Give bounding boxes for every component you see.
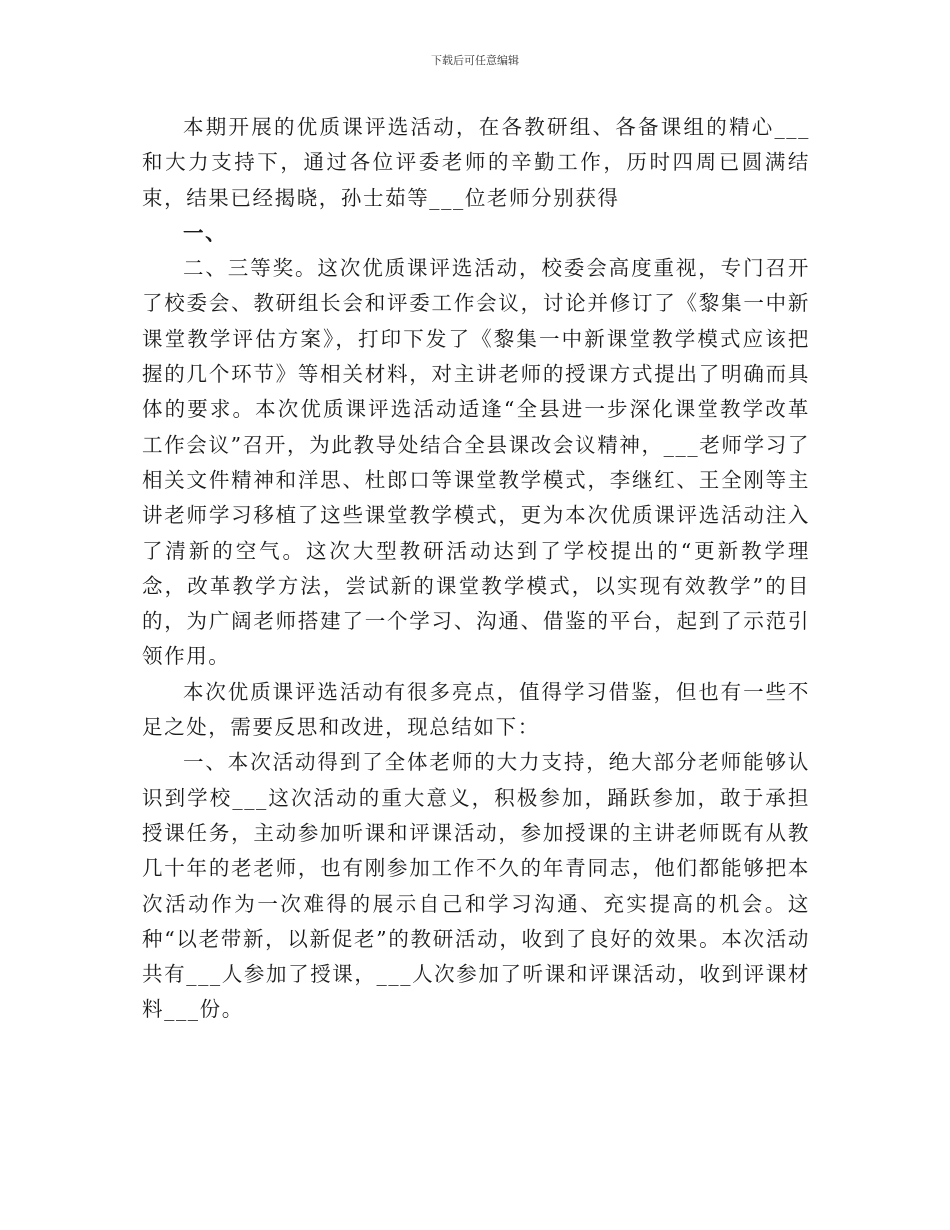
paragraph-point-one: 一、本次活动得到了全体老师的大力支持，绝大部分老师能够认识到学校___这次活动的重大意义，积极参加，踊跃参加，敢于承担授课任务，主动参加听课和评课活动，参加授课的主讲老师既有从教几十年的老老师，也有刚参加工作不久的年青同志，他们都能够把本次活动作为一次难得的展示自己和学习沟通、充实提高的机会。这种“以老带新，以新促老”的教研活动，收到了良好的效果。本次活动共有___人参加了授课，___人次参加了听课和评课活动，收到评课材料___份。 <box>142 750 810 1022</box>
paragraph-intro: 本期开展的优质课评选活动，在各教研组、各备课组的精心___和大力支持下，通过各位评委老师的辛勤工作，历时四周已圆满结束，结果已经揭晓，孙士茹等___位老师分别获得 <box>142 115 810 210</box>
page-header-note: 下载后可任意编辑 <box>431 54 519 67</box>
document-body <box>142 110 810 1028</box>
paragraph-summary-intro: 本次优质课评选活动有很多亮点，值得学习借鉴，但也有一些不足之处，需要反思和改进，现总结如下： <box>142 679 810 740</box>
paragraph-awards: 二、三等奖。这次优质课评选活动，校委会高度重视，专门召开了校委会、教研组长会和评委工作会议，讨论并修订了《黎集一中新课堂教学评估方案》，打印下发了《黎集一中新课堂教学模式应该把握的几个环节》等相关材料，对主讲老师的授课方式提出了明确而具体的要求。本次优质课评选活动适逢“全县进一步深化课堂教学改革工作会议”召开，为此教导处结合全县课改会议精神，___老师学习了相关文件精神和洋思、杜郎口等课堂教学模式，李继红、王全刚等主讲老师学习移植了这些课堂教学模式，更为本次优质课评选活动注入了清新的空气。这次大型教研活动达到了学校提出的“更新教学理念，改革教学方法，尝试新的课堂教学模式，以实现有效教学”的目的，为广阔老师搭建了一个学习、沟通、借鉴的平台，起到了示范引领作用。 <box>142 256 810 669</box>
paragraph-section-one: 一、 <box>183 220 228 245</box>
